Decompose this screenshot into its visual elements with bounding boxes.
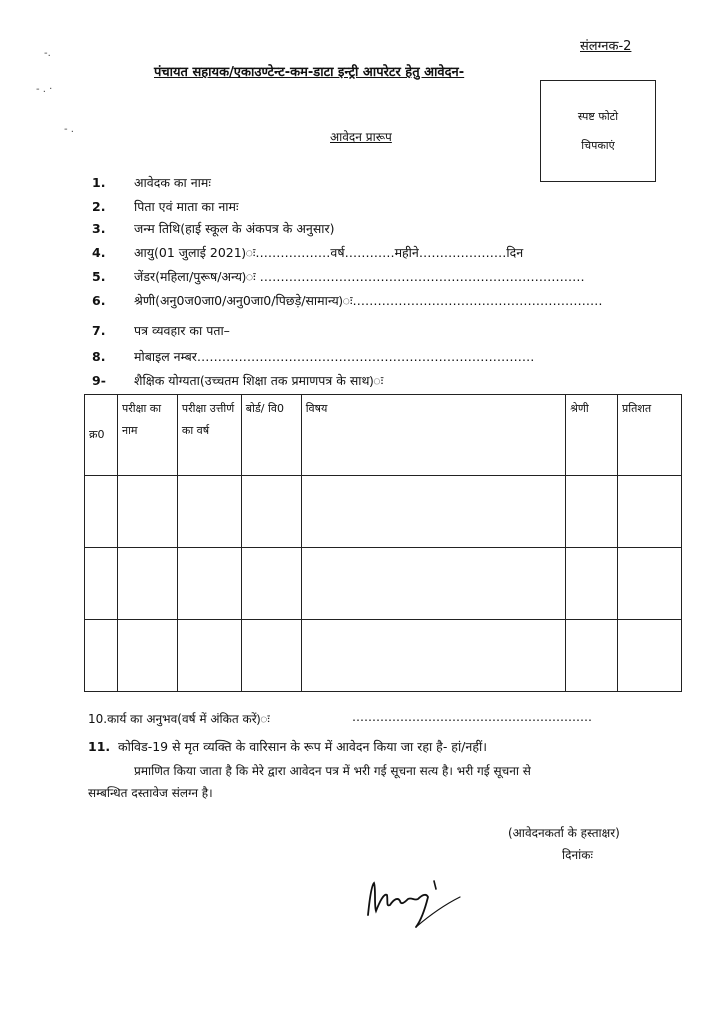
field-number: 1. bbox=[92, 175, 106, 190]
table-cell[interactable] bbox=[301, 476, 565, 548]
field-label: आयु(01 जुलाई 2021)ः………………वर्ष…………महीने…………………दिन bbox=[134, 245, 524, 260]
scan-mark: - . · bbox=[36, 84, 53, 95]
table-cell[interactable] bbox=[85, 476, 118, 548]
table-cell[interactable] bbox=[177, 476, 241, 548]
photo-box bbox=[540, 80, 656, 182]
experience-dots: …………………………………………………… bbox=[352, 710, 592, 724]
table-cell[interactable] bbox=[618, 620, 682, 692]
table-cell[interactable] bbox=[301, 620, 565, 692]
annex-label: संलग्नक-2 bbox=[580, 39, 632, 54]
col-subject: विषय bbox=[301, 395, 565, 476]
table-cell[interactable] bbox=[566, 620, 618, 692]
field-number: 5. bbox=[92, 269, 106, 284]
col-board: बोर्ड/ वि0 bbox=[241, 395, 301, 476]
field-label: जेंडर(महिला/पुरूष/अन्य)ः …………………………………………………………………… bbox=[134, 269, 585, 284]
field-label: जन्म तिथि(हाई स्कूल के अंकपत्र के अनुसार) bbox=[134, 221, 335, 236]
field-gender bbox=[92, 268, 585, 285]
field-parents-name bbox=[92, 198, 239, 215]
field-dob bbox=[92, 220, 335, 237]
field-number: 4. bbox=[92, 245, 106, 260]
field-label: श्रेणी(अनु0ज0जा0/अनु0जा0/पिछड़े/सामान्य)ः…………………………………………………… bbox=[134, 293, 603, 308]
covid-line bbox=[88, 738, 487, 755]
field-number: 9- bbox=[92, 373, 106, 388]
table-cell[interactable] bbox=[241, 548, 301, 620]
table-row bbox=[85, 620, 682, 692]
field-address bbox=[92, 322, 230, 339]
form-title: पंचायत सहायक/एकाउण्टेन्ट-कम-डाटा इन्ट्री आपरेटर हेतु आवेदन- bbox=[154, 65, 465, 80]
table-cell[interactable] bbox=[117, 620, 177, 692]
field-applicant-name bbox=[92, 174, 211, 191]
field-number: 6. bbox=[92, 293, 106, 308]
signature-image bbox=[360, 875, 470, 935]
table-cell[interactable] bbox=[85, 620, 118, 692]
table-header-row bbox=[85, 395, 682, 476]
table-cell[interactable] bbox=[566, 476, 618, 548]
col-serial: क्र0 bbox=[85, 395, 118, 476]
col-division: श्रेणी bbox=[566, 395, 618, 476]
field-number: 7. bbox=[92, 323, 106, 338]
scan-mark: -. bbox=[44, 48, 51, 59]
table-row bbox=[85, 476, 682, 548]
field-number: 8. bbox=[92, 349, 106, 364]
table-cell[interactable] bbox=[177, 548, 241, 620]
col-percentage: प्रतिशत bbox=[618, 395, 682, 476]
photo-instruction-line2: चिपकाएं bbox=[581, 139, 615, 152]
table-cell[interactable] bbox=[618, 548, 682, 620]
experience-label: 10.कार्य का अनुभव(वर्ष में अंकित करें)ः bbox=[88, 712, 270, 726]
table-cell[interactable] bbox=[241, 620, 301, 692]
table-row bbox=[85, 548, 682, 620]
field-label: आवेदक का नामः bbox=[134, 175, 211, 190]
signature-label: (आवेदनकर्ता के हस्ताक्षर) bbox=[508, 826, 620, 840]
field-label: शैक्षिक योग्यता(उच्चतम शिक्षा तक प्रमाणपत्र के साथ)ः bbox=[134, 373, 384, 388]
field-label: मोबाइल नम्बर……………………………………………………………………… bbox=[134, 349, 535, 364]
field-age bbox=[92, 244, 523, 261]
table-cell[interactable] bbox=[566, 548, 618, 620]
covid-text: कोविड-19 से मृत व्यक्ति के वारिसान के रूप में आवेदन किया जा रहा है- हां/नहीं। bbox=[117, 739, 487, 754]
field-number: 3. bbox=[92, 221, 106, 236]
table-cell[interactable] bbox=[618, 476, 682, 548]
education-table bbox=[84, 394, 682, 692]
certification-line1: प्रमाणित किया जाता है कि मेरे द्वारा आवेदन पत्र में भरी गई सूचना सत्य है। भरी गई सूचना से bbox=[134, 764, 531, 778]
field-education bbox=[92, 372, 383, 389]
table-cell[interactable] bbox=[85, 548, 118, 620]
date-label: दिनांकः bbox=[562, 848, 593, 862]
field-label: पिता एवं माता का नामः bbox=[134, 199, 239, 214]
table-cell[interactable] bbox=[177, 620, 241, 692]
table-cell[interactable] bbox=[117, 548, 177, 620]
certification-line2: सम्बन्धित दस्तावेज संलग्न है। bbox=[88, 786, 213, 800]
field-label: पत्र व्यवहार का पता– bbox=[134, 323, 230, 338]
table-cell[interactable] bbox=[241, 476, 301, 548]
scan-mark: - . bbox=[64, 124, 74, 135]
field-category bbox=[92, 292, 603, 309]
field-number: 2. bbox=[92, 199, 106, 214]
field-mobile bbox=[92, 348, 534, 365]
col-pass-year: परीक्षा उत्तीर्ण का वर्ष bbox=[177, 395, 241, 476]
col-exam-name: परीक्षा का नाम bbox=[117, 395, 177, 476]
table-cell[interactable] bbox=[301, 548, 565, 620]
form-subtitle: आवेदन प्रारूप bbox=[330, 130, 392, 144]
photo-instruction-line1: स्पष्ट फोटो bbox=[577, 110, 619, 123]
covid-number: 11. bbox=[88, 739, 111, 754]
table-cell[interactable] bbox=[117, 476, 177, 548]
